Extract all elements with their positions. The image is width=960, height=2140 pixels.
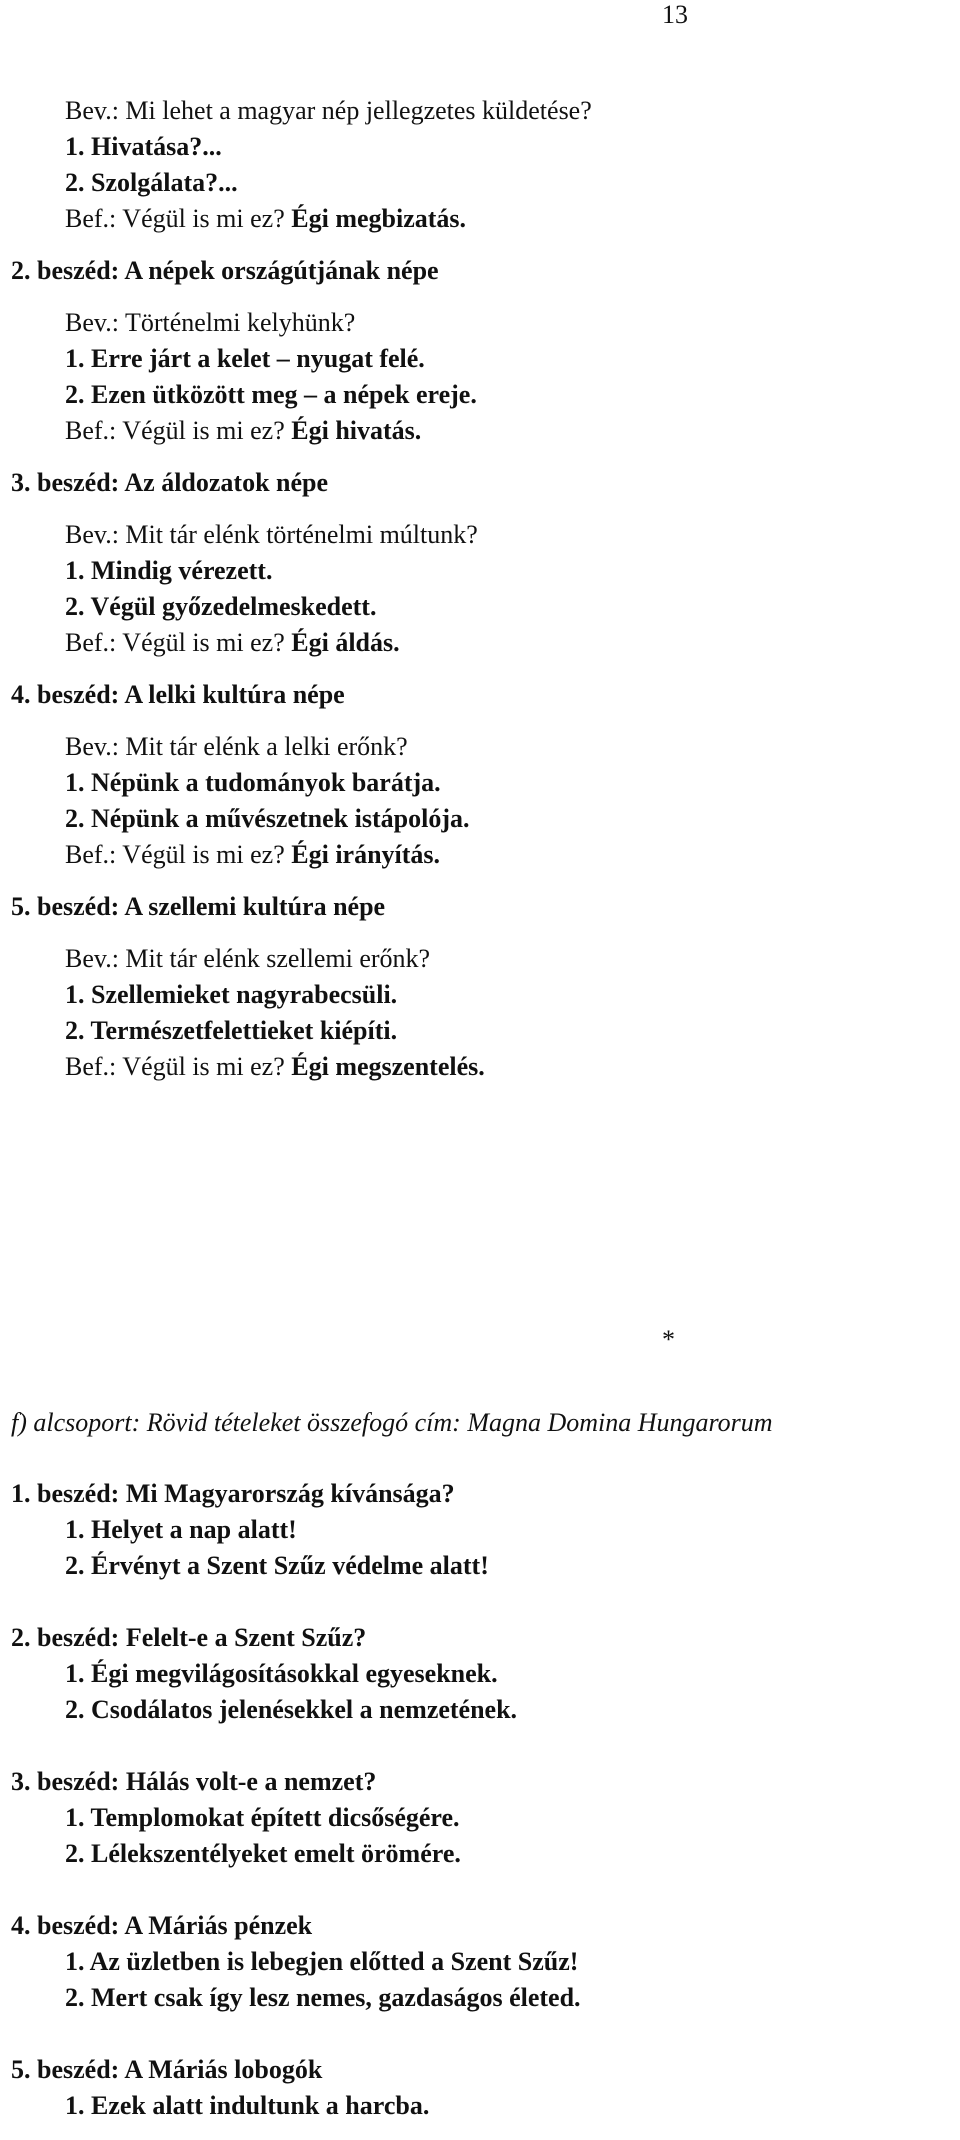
section-separator: * [662, 1325, 675, 1354]
bev-line: Bev.: Történelmi kelyhünk? [65, 308, 356, 337]
speech-title: 1. beszéd: Mi Magyarország kívánsága? [11, 1479, 455, 1508]
speech-title: 3. beszéd: Az áldozatok népe [11, 468, 329, 497]
page-number: 13 [662, 0, 688, 29]
point-2: 2. Mert csak így lesz nemes, gazdaságos életed. [65, 1983, 581, 2012]
speech-4-outline [11, 677, 956, 873]
point-1: 1. Szellemieket nagyrabecsüli. [65, 980, 398, 1009]
subgroup-title: f) alcsoport: Rövid tételeket összefogó cím: Magna Domina Hungarorum [11, 1408, 773, 1437]
point-1: 1. Ezek alatt indultunk a harcba. [65, 2091, 430, 2120]
bef-line [11, 1049, 956, 1085]
f-speech-4 [11, 1908, 956, 2016]
bev-line: Bev.: Mit tár elénk történelmi múltunk? [65, 520, 478, 549]
speech-title: 4. beszéd: A lelki kultúra népe [11, 680, 345, 709]
speech-2-outline [11, 253, 956, 449]
point-1: 1. Égi megvilágosításokkal egyeseknek. [65, 1659, 498, 1688]
bef-prefix: Bef.: Végül is mi ez? [65, 840, 292, 869]
speech-title: 2. beszéd: A népek országútjának népe [11, 256, 439, 285]
point-2: 2. Lélekszentélyeket emelt örömére. [65, 1839, 461, 1868]
speech-3-outline [11, 465, 956, 661]
f-speech-5 [11, 2052, 956, 2124]
speech-title: 4. beszéd: A Máriás pénzek [11, 1911, 313, 1940]
point-2: 2. Szolgálata?... [65, 168, 238, 197]
speech-1-outline [11, 93, 956, 237]
point-2: 2. Természetfelettieket kiépíti. [65, 1016, 398, 1045]
bef-line [11, 625, 956, 661]
f-speech-3 [11, 1764, 956, 1872]
bef-conclusion: Égi áldás. [291, 628, 400, 657]
bef-conclusion: Égi megbizatás. [291, 204, 467, 233]
speech-title: 5. beszéd: A szellemi kultúra népe [11, 892, 386, 921]
point-1: 1. Hivatása?... [65, 132, 222, 161]
point-1: 1. Népünk a tudományok barátja. [65, 768, 441, 797]
point-2: 2. Ezen ütközött meg – a népek ereje. [65, 380, 477, 409]
bef-prefix: Bef.: Végül is mi ez? [65, 628, 292, 657]
point-1: 1. Mindig vérezett. [65, 556, 273, 585]
speech-title: 2. beszéd: Felelt-e a Szent Szűz? [11, 1623, 367, 1652]
outline-section-f [11, 1476, 956, 2124]
point-2: 2. Népünk a művészetnek istápolója. [65, 804, 470, 833]
point-1: 1. Templomokat épített dicsőségére. [65, 1803, 460, 1832]
bef-prefix: Bef.: Végül is mi ez? [65, 204, 292, 233]
bef-prefix: Bef.: Végül is mi ez? [65, 416, 292, 445]
point-1: 1. Helyet a nap alatt! [65, 1515, 297, 1544]
bev-line: Bev.: Mit tár elénk a lelki erőnk? [65, 732, 408, 761]
point-2: 2. Érvényt a Szent Szűz védelme alatt! [65, 1551, 489, 1580]
point-1: 1. Az üzletben is lebegjen előtted a Szent Szűz! [65, 1947, 579, 1976]
f-speech-2 [11, 1620, 956, 1728]
speech-5-outline [11, 889, 956, 1085]
bef-conclusion: Égi irányítás. [291, 840, 441, 869]
bev-line: Bev.: Mi lehet a magyar nép jellegzetes küldetése? [65, 96, 592, 125]
bef-prefix: Bef.: Végül is mi ez? [65, 1052, 292, 1081]
point-1: 1. Erre járt a kelet – nyugat felé. [65, 344, 425, 373]
speech-title: 3. beszéd: Hálás volt-e a nemzet? [11, 1767, 377, 1796]
bev-line: Bev.: Mit tár elénk szellemi erőnk? [65, 944, 431, 973]
bef-conclusion: Égi megszentelés. [291, 1052, 485, 1081]
bef-conclusion: Égi hivatás. [291, 416, 422, 445]
point-2: 2. Végül győzedelmeskedett. [65, 592, 377, 621]
point-2: 2. Csodálatos jelenésekkel a nemzetének. [65, 1695, 518, 1724]
outline-section-e [11, 93, 956, 1085]
speech-title: 5. beszéd: A Máriás lobogók [11, 2055, 323, 2084]
bef-line [11, 413, 956, 449]
bef-line [11, 837, 956, 873]
f-speech-1 [11, 1476, 956, 1584]
bef-line [11, 201, 956, 237]
